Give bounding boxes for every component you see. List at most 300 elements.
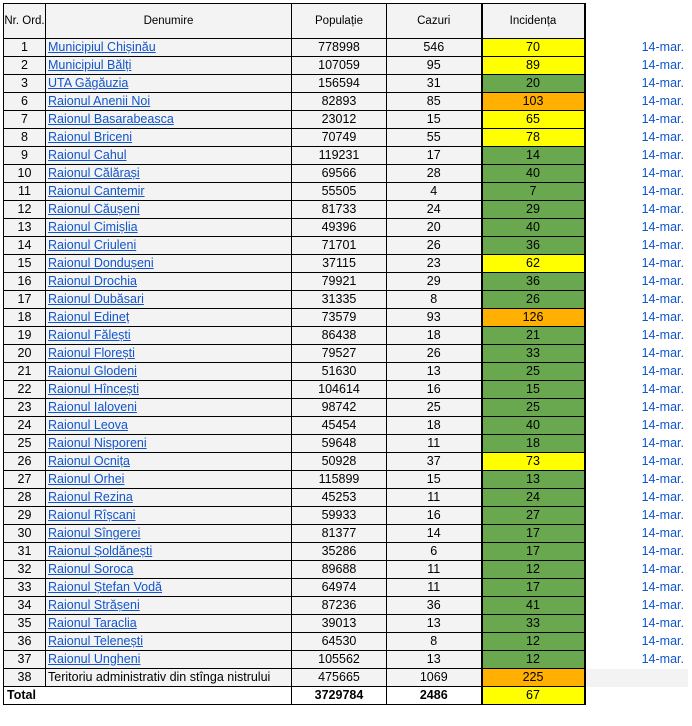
cell-cases[interactable]: 546 — [387, 39, 482, 57]
cell-name[interactable] — [46, 309, 292, 327]
cell-incidence[interactable]: 29 — [482, 201, 585, 219]
cell-nr[interactable]: 2 — [4, 57, 46, 75]
cell-cases[interactable]: 20 — [387, 219, 482, 237]
table-row — [4, 129, 689, 147]
cell-nr[interactable]: 8 — [4, 129, 46, 147]
cell-incidence[interactable]: 89 — [482, 57, 585, 75]
cell-incidence[interactable]: 73 — [482, 453, 585, 471]
cell-date-link[interactable]: 14-mar. — [585, 489, 689, 507]
total-incidence[interactable]: 67 — [482, 687, 585, 705]
cell-cases[interactable]: 8 — [387, 291, 482, 309]
cell-nr[interactable]: 37 — [4, 651, 46, 669]
cell-cases[interactable]: 25 — [387, 399, 482, 417]
cell-date-link[interactable]: 14-mar. — [585, 309, 689, 327]
cell-incidence[interactable]: 41 — [482, 597, 585, 615]
cell-nr[interactable]: 38 — [4, 669, 46, 687]
district-link[interactable]: Raionul Leova — [48, 418, 128, 432]
cell-population[interactable]: 86438 — [292, 327, 387, 345]
district-link[interactable]: Raionul Fălești — [48, 328, 131, 342]
cell-name[interactable] — [46, 525, 292, 543]
cell-incidence[interactable]: 25 — [482, 399, 585, 417]
cell-name[interactable] — [46, 543, 292, 561]
cell-incidence[interactable]: 26 — [482, 291, 585, 309]
cell-nr[interactable]: 26 — [4, 453, 46, 471]
cell-nr[interactable]: 22 — [4, 381, 46, 399]
cell-cases[interactable]: 16 — [387, 507, 482, 525]
cell-nr[interactable]: 6 — [4, 93, 46, 111]
cell-date-link[interactable]: 14-mar. — [585, 75, 689, 93]
table-row — [4, 57, 689, 75]
cell-name[interactable] — [46, 327, 292, 345]
cell-empty[interactable] — [585, 669, 689, 687]
cell-date-link[interactable]: 14-mar. — [585, 291, 689, 309]
table-row — [4, 633, 689, 651]
cell-date-link[interactable]: 14-mar. — [585, 255, 689, 273]
cell-date-link[interactable]: 14-mar. — [585, 345, 689, 363]
table-row — [4, 291, 689, 309]
table-row — [4, 219, 689, 237]
cell-population[interactable]: 35286 — [292, 543, 387, 561]
cell-nr[interactable]: 33 — [4, 579, 46, 597]
cell-name[interactable] — [46, 381, 292, 399]
cell-cases[interactable]: 13 — [387, 615, 482, 633]
cell-incidence[interactable]: 62 — [482, 255, 585, 273]
cell-nr[interactable]: 31 — [4, 543, 46, 561]
cell-incidence[interactable]: 24 — [482, 489, 585, 507]
table-row — [4, 417, 689, 435]
cell-nr[interactable]: 12 — [4, 201, 46, 219]
cell-date-link[interactable]: 14-mar. — [585, 237, 689, 255]
cell-population[interactable]: 64974 — [292, 579, 387, 597]
cell-date-link[interactable]: 14-mar. — [585, 93, 689, 111]
cell-date-link[interactable]: 14-mar. — [585, 129, 689, 147]
cell-population[interactable]: 475665 — [292, 669, 387, 687]
district-link[interactable]: Raionul Glodeni — [48, 364, 137, 378]
cell-date-link[interactable]: 14-mar. — [585, 273, 689, 291]
cell-nr[interactable]: 3 — [4, 75, 46, 93]
cell-nr[interactable]: 35 — [4, 615, 46, 633]
district-link[interactable]: Raionul Florești — [48, 346, 135, 360]
table-row — [4, 327, 689, 345]
cell-date-link[interactable]: 14-mar. — [585, 417, 689, 435]
header-nr[interactable]: Nr. Ord. — [4, 4, 46, 39]
cell-cases[interactable]: 24 — [387, 201, 482, 219]
cell-incidence[interactable]: 225 — [482, 669, 585, 687]
table-row — [4, 435, 689, 453]
cell-date-link[interactable]: 14-mar. — [585, 201, 689, 219]
cell-name[interactable] — [46, 237, 292, 255]
district-link[interactable]: Raionul Ungheni — [48, 652, 141, 666]
cell-date-link[interactable]: 14-mar. — [585, 525, 689, 543]
table-row — [4, 237, 689, 255]
cell-nr[interactable]: 1 — [4, 39, 46, 57]
total-row — [4, 687, 689, 705]
cell-population[interactable]: 119231 — [292, 147, 387, 165]
district-link[interactable]: Raionul Rîșcani — [48, 508, 136, 522]
district-link[interactable]: Raionul Șoldănești — [48, 544, 153, 558]
cell-nr[interactable]: 19 — [4, 327, 46, 345]
district-link[interactable]: Raionul Cahul — [48, 148, 127, 162]
cell-date-link[interactable]: 14-mar. — [585, 327, 689, 345]
cell-date-link[interactable]: 14-mar. — [585, 543, 689, 561]
cell-cases[interactable]: 29 — [387, 273, 482, 291]
district-link[interactable]: Raionul Edineț — [48, 310, 130, 324]
cell-population[interactable]: 64530 — [292, 633, 387, 651]
cell-name[interactable] — [46, 453, 292, 471]
cell-population[interactable]: 59648 — [292, 435, 387, 453]
cell-incidence[interactable]: 21 — [482, 327, 585, 345]
cell-date-link[interactable]: 14-mar. — [585, 363, 689, 381]
cell-population[interactable]: 39013 — [292, 615, 387, 633]
table-row — [4, 39, 689, 57]
table-row — [4, 453, 689, 471]
cell-cases[interactable]: 26 — [387, 345, 482, 363]
district-link[interactable]: Raionul Soroca — [48, 562, 134, 576]
table-row — [4, 309, 689, 327]
cell-incidence[interactable]: 18 — [482, 435, 585, 453]
cell-name[interactable] — [46, 651, 292, 669]
cell-incidence[interactable]: 13 — [482, 471, 585, 489]
cell-name[interactable] — [46, 597, 292, 615]
cell-population[interactable]: 98742 — [292, 399, 387, 417]
cell-cases[interactable]: 15 — [387, 471, 482, 489]
cell-nr[interactable]: 24 — [4, 417, 46, 435]
district-link[interactable]: Raionul Călărași — [48, 166, 140, 180]
cell-name[interactable] — [46, 273, 292, 291]
district-link[interactable]: Raionul Anenii Noi — [48, 94, 151, 108]
district-link[interactable]: UTA Găgăuzia — [48, 76, 129, 90]
cell-population[interactable]: 23012 — [292, 111, 387, 129]
cell-cases[interactable]: 93 — [387, 309, 482, 327]
cell-incidence[interactable]: 40 — [482, 417, 585, 435]
cell-name[interactable] — [46, 183, 292, 201]
cell-cases[interactable]: 11 — [387, 579, 482, 597]
table-row — [4, 363, 689, 381]
cell-population[interactable]: 70749 — [292, 129, 387, 147]
cell-population[interactable]: 69566 — [292, 165, 387, 183]
cell-cases[interactable]: 36 — [387, 597, 482, 615]
table-row — [4, 255, 689, 273]
cell-cases[interactable]: 11 — [387, 489, 482, 507]
cell-name[interactable] — [46, 291, 292, 309]
cell-incidence[interactable]: 12 — [482, 561, 585, 579]
cell-population[interactable]: 59933 — [292, 507, 387, 525]
cell-incidence[interactable]: 7 — [482, 183, 585, 201]
table-row — [4, 615, 689, 633]
cell-nr[interactable]: 28 — [4, 489, 46, 507]
cell-date-link[interactable]: 14-mar. — [585, 579, 689, 597]
cell-incidence[interactable]: 78 — [482, 129, 585, 147]
cell-population[interactable]: 778998 — [292, 39, 387, 57]
cell-nr[interactable]: 17 — [4, 291, 46, 309]
district-link[interactable]: Raionul Dubăsari — [48, 292, 144, 306]
cell-cases[interactable]: 55 — [387, 129, 482, 147]
table-row — [4, 507, 689, 525]
cell-population[interactable]: 73579 — [292, 309, 387, 327]
district-link[interactable]: Raionul Căușeni — [48, 202, 140, 216]
cell-date-link[interactable]: 14-mar. — [585, 111, 689, 129]
cell-date-link[interactable]: 14-mar. — [585, 471, 689, 489]
cell-date-link[interactable]: 14-mar. — [585, 615, 689, 633]
cell-population[interactable]: 89688 — [292, 561, 387, 579]
cell-nr[interactable]: 20 — [4, 345, 46, 363]
cell-incidence[interactable]: 33 — [482, 345, 585, 363]
cell-nr[interactable]: 29 — [4, 507, 46, 525]
cell-name[interactable] — [46, 471, 292, 489]
cell-date-link[interactable]: 14-mar. — [585, 561, 689, 579]
cell-name[interactable] — [46, 255, 292, 273]
table-row — [4, 273, 689, 291]
cell-date-link[interactable]: 14-mar. — [585, 597, 689, 615]
cell-name[interactable] — [46, 345, 292, 363]
cell-date-link[interactable]: 14-mar. — [585, 147, 689, 165]
cell-population[interactable]: 104614 — [292, 381, 387, 399]
cell-incidence[interactable]: 103 — [482, 93, 585, 111]
cell-incidence[interactable]: 70 — [482, 39, 585, 57]
cell-cases[interactable]: 11 — [387, 561, 482, 579]
total-label[interactable]: Total — [4, 687, 46, 705]
cell-population[interactable]: 107059 — [292, 57, 387, 75]
cell-date-link[interactable]: 14-mar. — [585, 507, 689, 525]
cell-name[interactable] — [46, 417, 292, 435]
cell-incidence[interactable]: 65 — [482, 111, 585, 129]
cell-name[interactable] — [46, 579, 292, 597]
header-denumire[interactable]: Denumire — [46, 4, 292, 39]
district-link[interactable]: Raionul Telenești — [48, 634, 143, 648]
cell-name[interactable] — [46, 363, 292, 381]
cell-name[interactable] — [46, 165, 292, 183]
cell-cases[interactable]: 13 — [387, 651, 482, 669]
cell-incidence[interactable]: 17 — [482, 579, 585, 597]
table-row — [4, 111, 689, 129]
district-link[interactable]: Raionul Cimișlia — [48, 220, 138, 234]
district-link[interactable]: Raionul Basarabeasca — [48, 112, 174, 126]
cell-population[interactable]: 79921 — [292, 273, 387, 291]
table-row — [4, 345, 689, 363]
cell-incidence[interactable]: 17 — [482, 543, 585, 561]
cell-incidence[interactable]: 17 — [482, 525, 585, 543]
cell-nr[interactable]: 23 — [4, 399, 46, 417]
cell-incidence[interactable]: 36 — [482, 273, 585, 291]
total-population[interactable]: 3729784 — [292, 687, 387, 705]
cell-nr[interactable]: 36 — [4, 633, 46, 651]
cell-incidence[interactable]: 25 — [482, 363, 585, 381]
cell-population[interactable]: 55505 — [292, 183, 387, 201]
cell-nr[interactable]: 25 — [4, 435, 46, 453]
table-row — [4, 399, 689, 417]
cell-name[interactable] — [46, 435, 292, 453]
cell-date-link[interactable]: 14-mar. — [585, 399, 689, 417]
cell-nr[interactable]: 16 — [4, 273, 46, 291]
cell-population[interactable]: 156594 — [292, 75, 387, 93]
cell-name[interactable] — [46, 57, 292, 75]
district-link[interactable]: Raionul Drochia — [48, 274, 137, 288]
cell-population[interactable]: 51630 — [292, 363, 387, 381]
cell-cases[interactable]: 85 — [387, 93, 482, 111]
cell-name[interactable] — [46, 561, 292, 579]
cell-name[interactable] — [46, 507, 292, 525]
cell-nr[interactable]: 15 — [4, 255, 46, 273]
table-row — [4, 147, 689, 165]
cell-cases[interactable]: 15 — [387, 111, 482, 129]
district-link[interactable]: Municipiul Bălți — [48, 58, 132, 72]
cell-cases[interactable]: 95 — [387, 57, 482, 75]
table-row — [4, 93, 689, 111]
cell-incidence[interactable]: 126 — [482, 309, 585, 327]
cell-date-link[interactable]: 14-mar. — [585, 651, 689, 669]
cell-name[interactable] — [46, 39, 292, 57]
cell-incidence[interactable]: 20 — [482, 75, 585, 93]
cell-name[interactable] — [46, 615, 292, 633]
cell-population[interactable]: 45454 — [292, 417, 387, 435]
cell-date-link[interactable]: 14-mar. — [585, 453, 689, 471]
cell-incidence[interactable]: 15 — [482, 381, 585, 399]
table-row — [4, 543, 689, 561]
cell-cases[interactable]: 13 — [387, 363, 482, 381]
cell-population[interactable]: 79527 — [292, 345, 387, 363]
cell-population[interactable]: 81377 — [292, 525, 387, 543]
table-row-stinga-nistrului — [4, 669, 689, 687]
table-row — [4, 381, 689, 399]
table-row — [4, 651, 689, 669]
cell-empty[interactable] — [585, 687, 689, 705]
cell-nr[interactable]: 9 — [4, 147, 46, 165]
cell-date-link[interactable]: 14-mar. — [585, 633, 689, 651]
incidence-table — [3, 3, 689, 705]
header-cazuri[interactable]: Cazuri — [387, 4, 482, 39]
cell-date-link[interactable]: 14-mar. — [585, 165, 689, 183]
cell-population[interactable]: 71701 — [292, 237, 387, 255]
district-link[interactable]: Raionul Sîngerei — [48, 526, 141, 540]
district-link[interactable]: Raionul Ialoveni — [48, 400, 137, 414]
cell-nr[interactable]: 32 — [4, 561, 46, 579]
cell-name[interactable] — [46, 219, 292, 237]
district-link[interactable]: Municipiul Chișinău — [48, 40, 156, 54]
cell-nr[interactable]: 11 — [4, 183, 46, 201]
cell-incidence[interactable]: 36 — [482, 237, 585, 255]
cell-nr[interactable]: 7 — [4, 111, 46, 129]
cell-population[interactable]: 37115 — [292, 255, 387, 273]
cell-name[interactable] — [46, 147, 292, 165]
district-link[interactable]: Raionul Cantemir — [48, 184, 145, 198]
cell-population[interactable]: 82893 — [292, 93, 387, 111]
district-link[interactable]: Raionul Ocnița — [48, 454, 130, 468]
cell-cases[interactable]: 26 — [387, 237, 482, 255]
cell-name[interactable] — [46, 129, 292, 147]
cell-date-link[interactable]: 14-mar. — [585, 183, 689, 201]
total-cases[interactable]: 2486 — [387, 687, 482, 705]
cell-nr[interactable]: 27 — [4, 471, 46, 489]
cell-incidence[interactable]: 33 — [482, 615, 585, 633]
cell-cases[interactable]: 14 — [387, 525, 482, 543]
header-populatie[interactable]: Populație — [292, 4, 387, 39]
cell-incidence[interactable]: 27 — [482, 507, 585, 525]
cell-incidence[interactable]: 12 — [482, 633, 585, 651]
cell-nr[interactable]: 10 — [4, 165, 46, 183]
table-row — [4, 75, 689, 93]
cell-name[interactable] — [46, 201, 292, 219]
header-blank[interactable] — [585, 4, 689, 39]
district-link[interactable]: Raionul Taraclia — [48, 616, 137, 630]
cell-population[interactable]: 105562 — [292, 651, 387, 669]
table-row — [4, 597, 689, 615]
table-body — [4, 39, 689, 705]
cell-nr[interactable]: 30 — [4, 525, 46, 543]
cell-population[interactable]: 87236 — [292, 597, 387, 615]
cell-nr[interactable]: 21 — [4, 363, 46, 381]
cell-date-link[interactable]: 14-mar. — [585, 39, 689, 57]
cell-population[interactable]: 45253 — [292, 489, 387, 507]
header-incidenta[interactable]: Incidența — [482, 4, 585, 39]
cell-cases[interactable]: 37 — [387, 453, 482, 471]
district-link[interactable]: Raionul Orhei — [48, 472, 125, 486]
cell-cases[interactable]: 18 — [387, 327, 482, 345]
cell-incidence[interactable]: 40 — [482, 219, 585, 237]
cell-cases[interactable]: 23 — [387, 255, 482, 273]
cell-cases[interactable]: 1069 — [387, 669, 482, 687]
cell-name[interactable]: Teritoriu administrativ din stînga nistrului — [46, 669, 292, 687]
district-link[interactable]: Raionul Strășeni — [48, 598, 140, 612]
cell-date-link[interactable]: 14-mar. — [585, 381, 689, 399]
table-row — [4, 489, 689, 507]
district-link[interactable]: Raionul Ștefan Vodă — [48, 580, 162, 594]
cell-date-link[interactable]: 14-mar. — [585, 435, 689, 453]
cell-cases[interactable]: 28 — [387, 165, 482, 183]
cell-cases[interactable]: 4 — [387, 183, 482, 201]
cell-nr[interactable]: 18 — [4, 309, 46, 327]
cell-cases[interactable]: 6 — [387, 543, 482, 561]
table-row — [4, 165, 689, 183]
cell-incidence[interactable]: 40 — [482, 165, 585, 183]
cell-name[interactable] — [46, 399, 292, 417]
cell-cases[interactable]: 11 — [387, 435, 482, 453]
cell-name[interactable] — [46, 111, 292, 129]
table-row — [4, 471, 689, 489]
cell-population[interactable]: 50928 — [292, 453, 387, 471]
cell-name[interactable] — [46, 75, 292, 93]
cell-population[interactable]: 115899 — [292, 471, 387, 489]
table-row — [4, 201, 689, 219]
district-link[interactable]: Raionul Nisporeni — [48, 436, 147, 450]
cell-nr[interactable]: 14 — [4, 237, 46, 255]
cell-population[interactable]: 31335 — [292, 291, 387, 309]
cell-date-link[interactable]: 14-mar. — [585, 57, 689, 75]
cell-nr[interactable]: 34 — [4, 597, 46, 615]
district-link[interactable]: Raionul Hîncești — [48, 382, 140, 396]
cell-population[interactable]: 49396 — [292, 219, 387, 237]
cell-population[interactable]: 81733 — [292, 201, 387, 219]
cell-nr[interactable]: 13 — [4, 219, 46, 237]
cell-incidence[interactable]: 14 — [482, 147, 585, 165]
cell-name[interactable] — [46, 93, 292, 111]
cell-cases[interactable]: 8 — [387, 633, 482, 651]
district-link[interactable]: Raionul Criuleni — [48, 238, 137, 252]
cell-incidence[interactable]: 12 — [482, 651, 585, 669]
table-row — [4, 525, 689, 543]
total-name-empty[interactable] — [46, 687, 292, 705]
cell-date-link[interactable]: 14-mar. — [585, 219, 689, 237]
cell-cases[interactable]: 31 — [387, 75, 482, 93]
cell-name[interactable] — [46, 633, 292, 651]
district-link[interactable]: Raionul Rezina — [48, 490, 133, 504]
cell-name[interactable] — [46, 489, 292, 507]
district-link[interactable]: Raionul Dondușeni — [48, 256, 154, 270]
cell-cases[interactable]: 16 — [387, 381, 482, 399]
district-link[interactable]: Raionul Briceni — [48, 130, 133, 144]
cell-cases[interactable]: 17 — [387, 147, 482, 165]
cell-cases[interactable]: 18 — [387, 417, 482, 435]
table-row — [4, 579, 689, 597]
